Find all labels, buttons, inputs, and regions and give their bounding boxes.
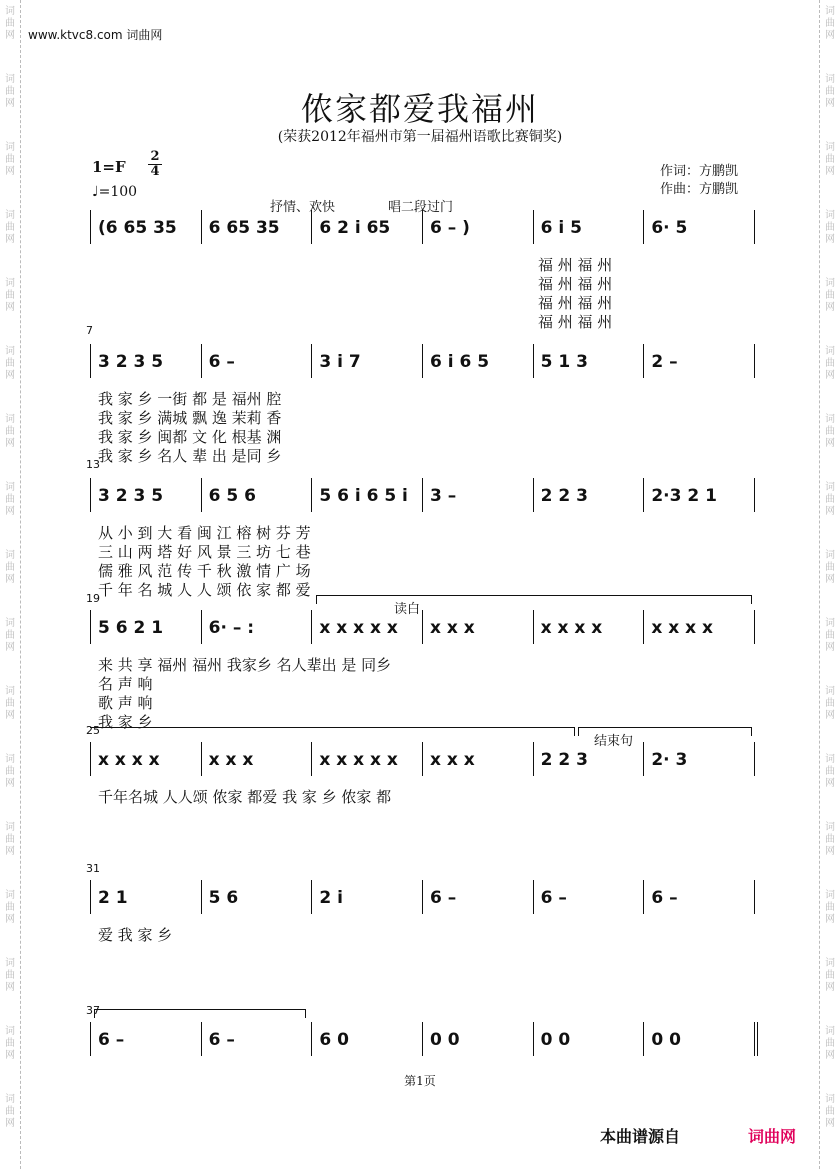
lyric-line: 爱 我 家 乡: [98, 926, 173, 944]
watermark-text: 词 曲 网: [825, 1094, 835, 1129]
barline: [643, 880, 644, 914]
watermark-text: 词 曲 网: [825, 550, 835, 585]
ending-bracket: [578, 727, 752, 736]
lyric-line: 名 声 响: [98, 675, 153, 693]
spoken-bracket: [316, 595, 752, 604]
watermark-text: 词 曲 网: [5, 686, 15, 721]
barline: [754, 1022, 758, 1056]
tempo-marking: ♩=100: [92, 184, 138, 200]
watermark-text: 词 曲 网: [825, 618, 835, 653]
measure: 6 –: [651, 888, 678, 908]
spoken-direction: 读白: [394, 602, 421, 617]
ending-direction: 结束句: [594, 734, 634, 749]
barline: [90, 478, 91, 512]
barline: [201, 742, 202, 776]
watermark-text: 词 曲 网: [5, 210, 15, 245]
barline: [311, 210, 312, 244]
measure: x x x x x: [319, 750, 398, 770]
staff-system: [90, 210, 754, 331]
watermark-text: 词 曲 网: [825, 958, 835, 993]
time-signature: 2 4: [148, 150, 162, 179]
barline: [311, 880, 312, 914]
site-url[interactable]: www.ktvc8.com 词曲网: [28, 28, 163, 42]
measure: 3 –: [430, 486, 457, 506]
barline: [90, 742, 91, 776]
measure: 6 – ): [430, 218, 470, 238]
measure: 2 –: [651, 352, 678, 372]
barline: [643, 742, 644, 776]
watermark-text: 词 曲 网: [5, 754, 15, 789]
watermark-text: 词 曲 网: [5, 1026, 15, 1061]
barline: [754, 344, 755, 378]
watermark-text: 词 曲 网: [5, 1094, 15, 1129]
barline: [422, 210, 423, 244]
measure: x x x x: [98, 750, 160, 770]
staff-system: [90, 880, 754, 944]
measure: 2 i: [319, 888, 343, 908]
measure: x x x x: [540, 618, 603, 638]
measure: 5 6: [208, 888, 239, 908]
measure: x x x: [430, 618, 475, 638]
barline: [754, 880, 755, 914]
measure: 2 2 3: [540, 750, 588, 770]
watermark-text: 词 曲 网: [825, 822, 835, 857]
measure-number: 31: [86, 862, 100, 875]
song-subtitle: (荣获2012年福州市第一届福州语歌比赛铜奖): [277, 129, 563, 145]
measure: 0 0: [430, 1030, 460, 1050]
lyric-line: 千 年 名 城 人 人 颂 依 家 都 爱: [98, 581, 311, 599]
lyric-line: 福 州 福 州: [538, 256, 613, 274]
barline: [311, 344, 312, 378]
barline: [201, 880, 202, 914]
barline: [311, 610, 312, 644]
barline: [754, 210, 755, 244]
barline: [643, 1022, 644, 1056]
watermark-text: 词 曲 网: [825, 210, 835, 245]
barline: [533, 344, 534, 378]
source-label: 本曲谱源自: [600, 1127, 681, 1146]
measure: 6 2 i 65: [319, 218, 391, 238]
measure: 6 5 6: [208, 486, 256, 506]
barline: [533, 742, 534, 776]
barline: [90, 1022, 91, 1056]
composer-credit: 作曲：方鹏凯: [660, 182, 739, 197]
lyric-line: 我 家 乡 一街 都 是 福州 腔: [98, 390, 282, 408]
watermark-text: 词 曲 网: [5, 346, 15, 381]
staff-system: [90, 742, 754, 806]
watermark-text: 词 曲 网: [5, 74, 15, 109]
watermark-text: 词 曲 网: [825, 74, 835, 109]
barline: [533, 1022, 534, 1056]
measure: 2 2 3: [540, 486, 588, 506]
measure: x x x x x: [319, 618, 398, 638]
watermark-text: 词 曲 网: [825, 6, 835, 41]
measure: 5 6 2 1: [98, 618, 164, 638]
barline: [643, 210, 644, 244]
measure: 6 –: [208, 1030, 235, 1050]
lyric-line: 歌 声 响: [98, 694, 153, 712]
watermark-text: 词 曲 网: [5, 482, 15, 517]
barline: [422, 880, 423, 914]
barline: [311, 478, 312, 512]
barline: [201, 610, 202, 644]
watermark-text: 词 曲 网: [5, 6, 15, 41]
measure: 6 –: [430, 888, 457, 908]
watermark-text: 词 曲 网: [5, 890, 15, 925]
barline: [422, 478, 423, 512]
barline: [533, 610, 534, 644]
barline: [90, 610, 91, 644]
watermark-text: 词 曲 网: [5, 822, 15, 857]
measure-number: 19: [86, 592, 100, 605]
watermark-text: 词 曲 网: [825, 414, 835, 449]
watermark-text: 词 曲 网: [5, 958, 15, 993]
measure: (6 65 35: [98, 218, 177, 238]
measure: 2·3 2 1: [651, 486, 717, 506]
barline: [311, 1022, 312, 1056]
barline: [201, 478, 202, 512]
watermark-text: 词 曲 网: [825, 890, 835, 925]
watermark-text: 词 曲 网: [825, 686, 835, 721]
lyric-line: 儒 雅 风 范 传 千 秋 激 情 广 场: [98, 562, 311, 580]
repeat-bracket: [90, 727, 575, 736]
barline: [754, 742, 755, 776]
staff-system: [90, 1022, 754, 1066]
page-number: 第1页: [404, 1074, 436, 1088]
lyric-line: 福 州 福 州: [538, 294, 613, 312]
measure: x x x x: [651, 618, 713, 638]
watermark-text: 词 曲 网: [5, 414, 15, 449]
barline: [90, 210, 91, 244]
barline: [201, 210, 202, 244]
measure: 6· 5: [651, 218, 688, 238]
barline: [643, 478, 644, 512]
staff-system: [90, 344, 754, 465]
key-signature: 1=F: [92, 158, 126, 176]
barline: [201, 344, 202, 378]
watermark-text: 词 曲 网: [825, 346, 835, 381]
song-title: 侬家都爱我福州: [300, 90, 539, 128]
barline: [90, 880, 91, 914]
lyric-line: 我 家 乡: [98, 713, 153, 731]
barline: [643, 610, 644, 644]
measure: 2 1: [98, 888, 128, 908]
staff-system: [90, 478, 754, 599]
measure: 6 –: [98, 1030, 125, 1050]
watermark-text: 词 曲 网: [5, 550, 15, 585]
watermark-text: 词 曲 网: [825, 482, 835, 517]
watermark-text: 词 曲 网: [825, 278, 835, 313]
coda-bracket: [94, 1009, 306, 1018]
barline: [754, 610, 755, 644]
barline: [422, 610, 423, 644]
lyricist-credit: 作词：方鹏凯: [660, 164, 739, 179]
watermark-text: 词 曲 网: [5, 142, 15, 177]
barline: [533, 210, 534, 244]
measure: 6 –: [208, 352, 235, 372]
measure: 3 i 7: [319, 352, 361, 372]
lyric-line: 福 州 福 州: [538, 313, 613, 331]
measure: x x x: [208, 750, 254, 770]
lyric-line: 我 家 乡 闽都 文 化 根基 渊: [98, 428, 282, 446]
interlude-direction: 唱二段过门: [388, 200, 454, 215]
barline: [422, 344, 423, 378]
measure: 0 0: [651, 1030, 681, 1050]
barline: [533, 880, 534, 914]
staff-system: [90, 610, 754, 731]
lyric-line: 福 州 福 州: [538, 275, 613, 293]
barline: [422, 742, 423, 776]
measure-number: 25: [86, 724, 100, 737]
lyric-line: 三 山 两 塔 好 风 景 三 坊 七 巷: [98, 543, 311, 561]
barline: [201, 1022, 202, 1056]
measure: 3 2 3 5: [98, 486, 164, 506]
measure-number: 13: [86, 458, 100, 471]
barline: [533, 478, 534, 512]
measure: 6 65 35: [208, 218, 280, 238]
lyric-line: 从 小 到 大 看 闽 江 榕 树 芬 芳: [98, 524, 311, 542]
measure-number: 37: [86, 1004, 100, 1017]
measure: 6 0: [319, 1030, 349, 1050]
watermark-text: 词 曲 网: [825, 754, 835, 789]
barline: [311, 742, 312, 776]
measure: 2· 3: [651, 750, 688, 770]
brand-logo[interactable]: 词曲网: [748, 1127, 797, 1146]
measure: 6 i 6 5: [430, 352, 490, 372]
barline: [90, 344, 91, 378]
watermark-text: 词 曲 网: [825, 142, 835, 177]
measure: 5 6 i 6 5 i: [319, 486, 408, 506]
style-direction: 抒情、欢快: [270, 200, 336, 215]
watermark-text: 词 曲 网: [5, 278, 15, 313]
barline: [754, 478, 755, 512]
lyric-line: 我 家 乡 名人 辈 出 是同 乡: [98, 447, 282, 465]
measure-number: 7: [86, 324, 93, 337]
lyric-line: 我 家 乡 满城 飘 逸 茉莉 香: [98, 409, 282, 427]
measure: 6 –: [540, 888, 567, 908]
measure: 6· – :: [208, 618, 255, 638]
measure: 3 2 3 5: [98, 352, 164, 372]
measure: 0 0: [540, 1030, 571, 1050]
measure: 5 1 3: [540, 352, 588, 372]
watermark-text: 词 曲 网: [825, 1026, 835, 1061]
measure: x x x: [430, 750, 475, 770]
barline: [643, 344, 644, 378]
measure: 6 i 5: [540, 218, 582, 238]
barline: [422, 1022, 423, 1056]
lyric-line: 来 共 享 福州 福州 我家乡 名人辈出 是 同乡: [98, 656, 392, 674]
watermark-text: 词 曲 网: [5, 618, 15, 653]
lyric-line: 千年名城 人人颂 侬家 都爱 我 家 乡 侬家 都: [98, 788, 392, 806]
